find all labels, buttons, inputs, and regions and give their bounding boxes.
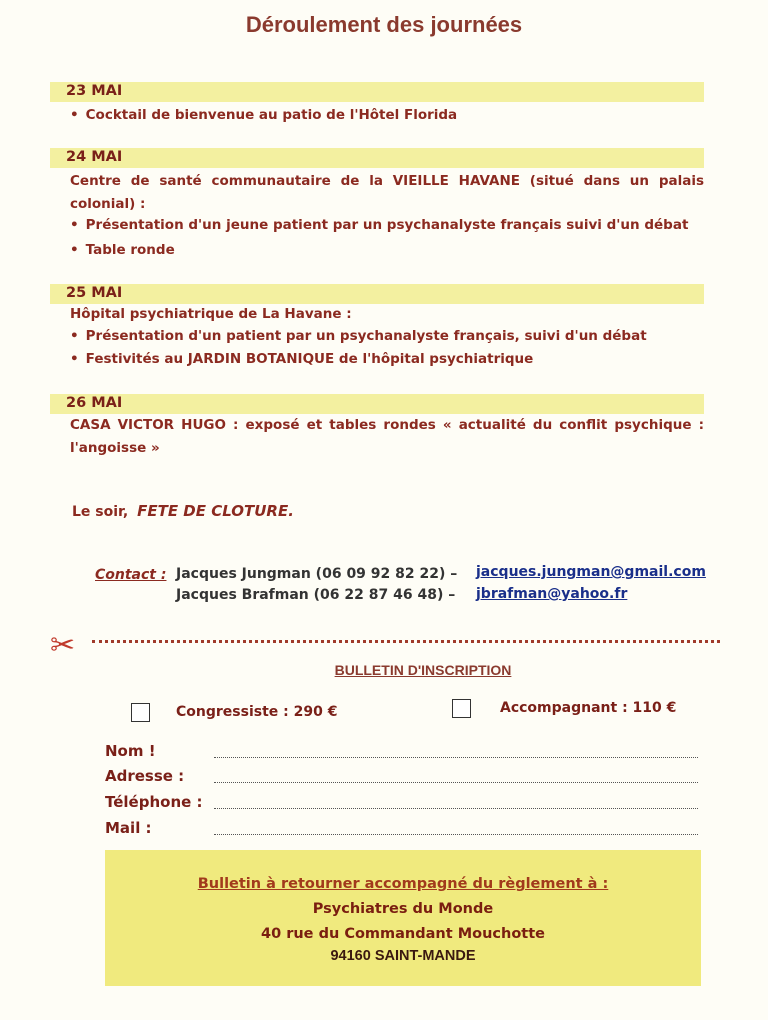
cut-line-divider (92, 640, 720, 643)
day-intro: CASA VICTOR HUGO : exposé et tables rondes « actualité du conflit psychique : l'angoisse » (70, 417, 704, 456)
list-item: • Cocktail de bienvenue au patio de l'Hôtel Florida (70, 107, 458, 123)
day-band-24-mai (50, 148, 704, 168)
telephone-field[interactable] (214, 808, 698, 809)
day-intro: Hôpital psychiatrique de La Havane : (70, 306, 352, 322)
bullet-dot-icon: • (70, 242, 79, 258)
field-label-mail: Mail : (105, 819, 152, 837)
accompagnant-checkbox[interactable] (452, 699, 471, 718)
page-title: Déroulement des journées (245, 12, 523, 37)
return-city: 94160 SAINT-MANDE (330, 948, 476, 964)
mail-field[interactable] (214, 834, 698, 835)
evening-event: FETE DE CLOTURE. (137, 502, 294, 520)
day-band-25-mai (50, 284, 704, 304)
option-label: Congressiste : 290 € (176, 704, 338, 720)
field-label-nom: Nom ! (105, 742, 156, 760)
list-item: • Présentation d'un jeune patient par un psychanalyste français suivi d'un débat (70, 217, 689, 233)
day-date: 24 MAI (66, 149, 123, 165)
contact-name: Jacques Brafman (06 22 87 46 48) – (176, 587, 456, 603)
return-address-box (105, 850, 701, 986)
day-date: 23 MAI (66, 83, 123, 99)
contact-email-link[interactable]: jbrafman@yahoo.fr (476, 586, 628, 602)
nom-field[interactable] (214, 757, 698, 758)
bullet-dot-icon: • (70, 107, 79, 123)
congressiste-checkbox[interactable] (131, 703, 150, 722)
bulletin-title: BULLETIN D'INSCRIPTION (334, 662, 512, 678)
evening-note: Le soir, FETE DE CLOTURE. (72, 502, 294, 520)
scissors-icon: ✂ (50, 628, 76, 663)
field-label-adresse: Adresse : (105, 767, 185, 785)
list-item: • Table ronde (70, 242, 175, 258)
option-label: Accompagnant : 110 € (500, 700, 677, 716)
bullet-dot-icon: • (70, 217, 79, 233)
list-item: • Présentation d'un patient par un psychanalyste français, suivi d'un débat (70, 328, 647, 344)
day-band-23-mai (50, 82, 704, 102)
contact-label: Contact : (95, 567, 167, 583)
bullet-dot-icon: • (70, 328, 79, 344)
day-date: 25 MAI (66, 285, 123, 301)
day-intro: Centre de santé communautaire de la VIEILLE HAVANE (situé dans un palais colonial) : (70, 173, 704, 212)
return-heading: Bulletin à retourner accompagné du règlement à : (197, 876, 609, 892)
return-org: Psychiatres du Monde (312, 901, 494, 917)
contact-email-link[interactable]: jacques.jungman@gmail.com (476, 564, 706, 580)
contact-name: Jacques Jungman (06 09 92 82 22) – (176, 566, 458, 582)
return-street: 40 rue du Commandant Mouchotte (260, 926, 546, 942)
day-band-26-mai (50, 394, 704, 414)
field-label-telephone: Téléphone : (105, 793, 203, 811)
bullet-dot-icon: • (70, 351, 79, 367)
adresse-field[interactable] (214, 782, 698, 783)
list-item: • Festivités au JARDIN BOTANIQUE de l'hôpital psychiatrique (70, 351, 534, 367)
day-date: 26 MAI (66, 395, 123, 411)
